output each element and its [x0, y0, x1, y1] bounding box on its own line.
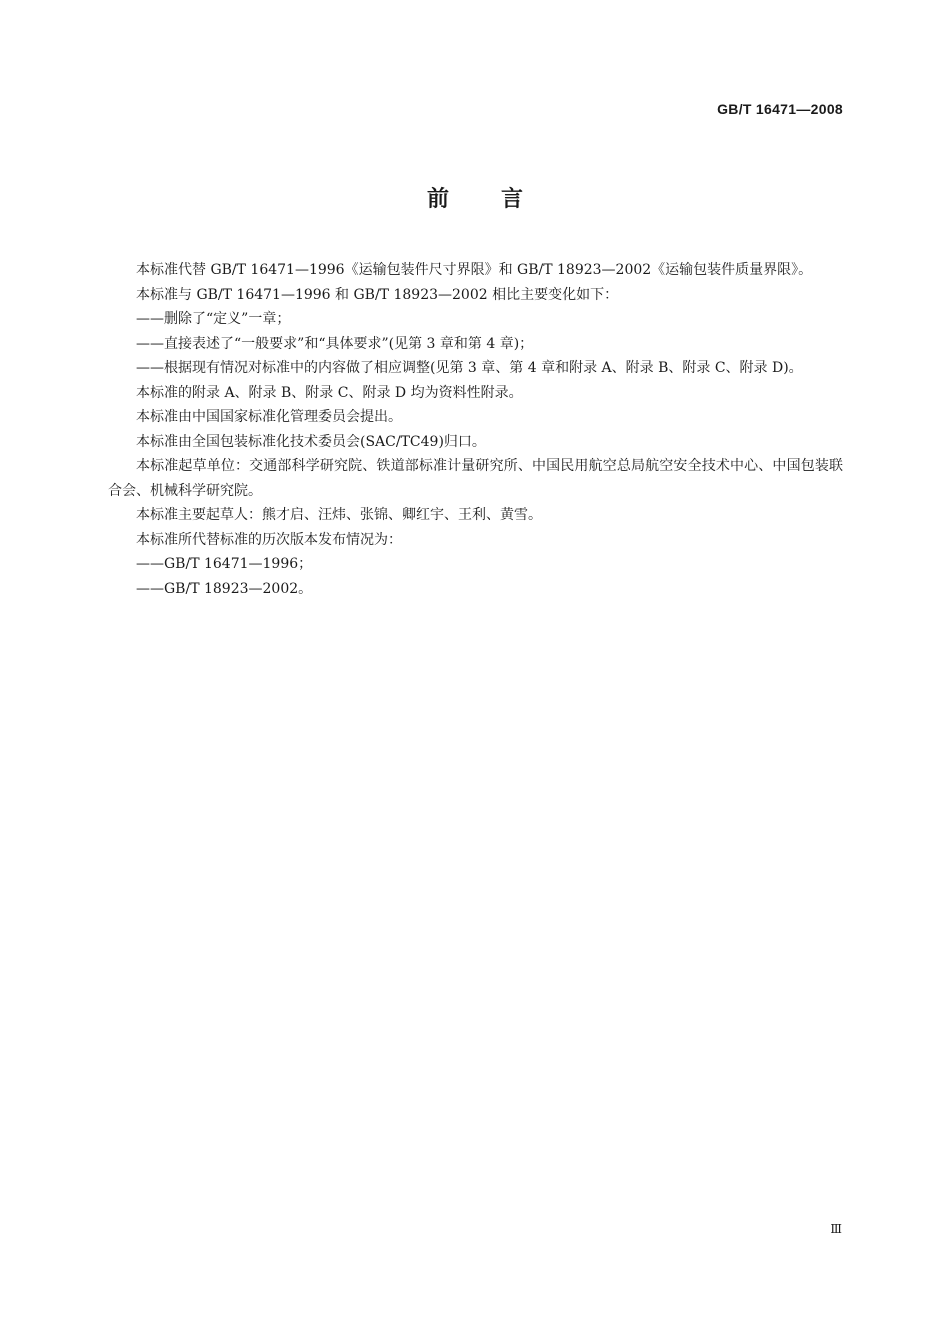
change-item: ——直接表述了“一般要求”和“具体要求”(见第 3 章和第 4 章)；: [136, 335, 534, 352]
paragraph-changes-intro: 本标准与 GB/T 16471—1996 和 GB/T 18923—2002 相比主要变化如下：: [136, 286, 619, 303]
foreword-body: [108, 258, 843, 601]
page-title: 前言: [426, 187, 575, 212]
history-item: ——GB/T 16471—1996；: [136, 556, 313, 572]
paragraph-administered-by: 本标准由全国包装标准化技术委员会(SAC/TC49)归口。: [136, 433, 486, 450]
change-item: ——根据现有情况对标准中的内容做了相应调整(见第 3 章、第 4 章和附录 A、附录 B、附录 C、附录 D)。: [136, 360, 803, 376]
paragraph-annexes: 本标准的附录 A、附录 B、附录 C、附录 D 均为资料性附录。: [136, 384, 523, 401]
paragraph-drafters: 本标准主要起草人：熊才启、汪炜、张锦、卿红宇、王利、黄雪。: [136, 507, 542, 523]
page-number: Ⅲ: [830, 1222, 842, 1236]
paragraph-drafting-units: 本标准起草单位：交通部科学研究院、铁道部标准计量研究所、中国民用航空总局航空安全技术中心、中国包装联合会、机械科学研究院。: [108, 458, 843, 499]
paragraph-history-intro: 本标准所代替标准的历次版本发布情况为：: [136, 531, 402, 548]
change-item: ——删除了“定义”一章；: [136, 311, 291, 327]
paragraph-replaces: 本标准代替 GB/T 16471—1996《运输包装件尺寸界限》和 GB/T 18923—2002《运输包装件质量界限》。: [136, 262, 813, 278]
paragraph-proposed-by: 本标准由中国国家标准化管理委员会提出。: [136, 409, 402, 425]
history-item: ——GB/T 18923—2002。: [136, 580, 313, 597]
standard-code: GB/T 16471—2008: [717, 101, 843, 117]
